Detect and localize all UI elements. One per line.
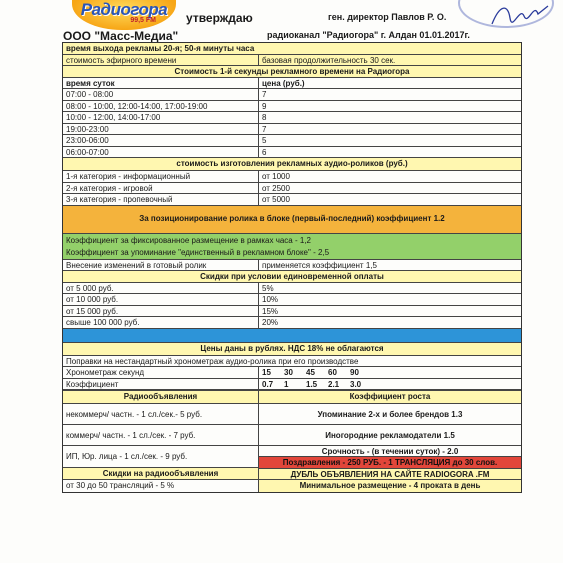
ads-title-row	[63, 391, 258, 404]
table-row	[63, 89, 521, 101]
growth-title-row	[259, 391, 521, 404]
station-info: радиоканал "Радиогора" г. Алдан 01.01.2017г.	[267, 30, 470, 40]
logo-text: Радиогора	[80, 0, 168, 19]
company-name: ООО "Масс-Медиа"	[63, 29, 179, 43]
position-row	[63, 206, 521, 234]
discounts-title: Скидки при условии единовременной оплаты	[200, 272, 384, 281]
coef-value: 1.5	[306, 379, 318, 389]
table-row	[63, 194, 521, 206]
ads-discount-row	[63, 480, 258, 492]
coef-row	[63, 379, 521, 391]
document-header	[0, 0, 563, 44]
coef-fixed: Коэффициент за фиксированное размещение в рамках часа - 1,2	[66, 235, 311, 245]
ads-column	[63, 391, 259, 492]
table-row	[63, 183, 521, 195]
time-slot: 07:00 - 08:00	[63, 89, 259, 100]
table-row	[63, 135, 521, 147]
ads-price: коммерч/ частн. - 1 сл./сек. - 7 руб.	[66, 431, 196, 440]
coef-value: 0.7	[262, 379, 274, 389]
discount-percent: 5%	[262, 283, 274, 293]
slot-price: 5	[262, 136, 267, 145]
time-slot: 08:00 - 10:00, 12:00-14:00, 17:00-19:00	[63, 101, 259, 112]
growth-row	[259, 404, 521, 425]
growth-item: Срочность - (в течении суток) - 2.0	[321, 447, 459, 456]
chrono-value: 30	[284, 368, 293, 377]
greetings-price: Поздравления - 250 РУБ. - 1 ТРАНСЛЯЦИЯ до 30 слов.	[282, 458, 498, 467]
airtime-header-row	[63, 78, 521, 90]
coef-single: Коэффициент за упоминание "единственный в рекламном блоке" - 2,5	[66, 247, 330, 257]
col-price: цена (руб.)	[262, 78, 305, 88]
chrono-value: 90	[350, 368, 359, 377]
coef-value: 1	[284, 379, 289, 389]
chrono-label: Хронометраж секунд	[63, 367, 259, 378]
vat-note: Цены даны в рублях. НДС 18% не облагаются	[200, 343, 384, 353]
category: 2-я категория - игровой	[63, 183, 259, 194]
growth-row	[259, 425, 521, 446]
discount-amount: от 15 000 руб.	[63, 306, 259, 317]
coef-value: 2.1	[328, 379, 340, 389]
production-title-row	[63, 158, 521, 171]
growth-item: Упоминание 2-х и более брендов 1.3	[317, 410, 463, 419]
production-title: стоимость изготовления рекламных аудио-роликов (руб.)	[176, 159, 408, 168]
changes-coefficient: применяется коэффициент 1,5	[262, 260, 377, 270]
table-row	[63, 306, 521, 318]
blue-divider	[63, 329, 521, 343]
approve-label: утверждаю	[186, 11, 253, 25]
time-slot: 19:00-23:00	[63, 124, 259, 135]
discount-percent: 20%	[262, 318, 279, 327]
table-row	[63, 112, 521, 124]
time-slot: 23:00-06:00	[63, 135, 259, 146]
ads-discount-title-row	[63, 468, 258, 480]
ads-discount: от 30 до 50 трансляций - 5 %	[66, 480, 175, 490]
duplicate-row	[259, 469, 521, 481]
release-time: время выхода рекламы 20-я; 50-я минуты часа	[66, 44, 255, 53]
position-coefficient: За позиционирование ролика в блоке (первый-последний) коэффициент 1.2	[139, 213, 445, 223]
changes-label: Внесение изменений в готовый ролик	[63, 260, 259, 271]
airtime-cost-label: стоимость эфирного времени	[63, 55, 259, 66]
nonstandard-row	[63, 356, 521, 368]
signature-image	[490, 0, 550, 30]
discount-amount: от 10 000 руб.	[63, 294, 259, 305]
ads-row	[63, 446, 258, 468]
ads-title: Радиообъявления	[123, 392, 198, 401]
nonstandard-note: Поправки на нестандартный хронометраж аудио-ролика при его производстве	[66, 356, 359, 366]
greetings-row	[259, 457, 521, 469]
airtime-title-row	[63, 66, 521, 78]
category-price: от 1000	[262, 172, 290, 181]
chrono-row	[63, 367, 521, 379]
chrono-value: 45	[306, 368, 315, 377]
table-row	[63, 283, 521, 295]
discount-percent: 15%	[262, 306, 279, 316]
slot-price: 7	[262, 90, 267, 99]
discount-amount: свыше 100 000 руб.	[63, 317, 259, 328]
cost-row	[63, 55, 521, 67]
time-slot: 06:00-07:00	[63, 147, 259, 158]
table-row	[63, 101, 521, 113]
category: 1-я категория - информационный	[63, 171, 259, 182]
chrono-value: 60	[328, 368, 337, 377]
release-time-row	[63, 43, 521, 55]
airtime-title: Стоимость 1-й секунды рекламного времени на Радиогора	[174, 67, 410, 76]
ads-discount-title: Скидки на радиообъявления	[102, 469, 219, 478]
base-duration: базовая продолжительность 30 сек.	[259, 55, 521, 66]
col-time-of-day: время суток	[63, 78, 259, 89]
vat-row	[63, 343, 521, 356]
table-row	[63, 294, 521, 306]
table-row	[63, 317, 521, 329]
coef-value: 3.0	[350, 379, 362, 389]
slot-price: 9	[262, 101, 267, 111]
coefficients-row	[63, 234, 521, 260]
director-name: ген. директор Павлов Р. О.	[328, 12, 447, 22]
ads-row	[63, 404, 258, 425]
minimum-row	[259, 480, 521, 492]
changes-row	[63, 260, 521, 272]
ads-price: некоммерч/ частн. - 1 сл./сек.- 5 руб.	[66, 410, 203, 419]
chrono-value: 15	[262, 368, 271, 377]
site-duplicate: ДУБЛЬ ОБЪЯВЛЕНИЯ НА САЙТЕ RADIOGORA .FM	[290, 469, 490, 479]
coef-label: Коэффициент	[63, 379, 259, 390]
ads-row	[63, 425, 258, 446]
discounts-title-row	[63, 271, 521, 283]
growth-item: Иногородние рекламодатели 1.5	[325, 431, 455, 440]
logo-frequency: 99,5 FM	[130, 17, 156, 24]
table-row	[63, 124, 521, 136]
category: 3-я категория - пропевочный	[63, 194, 259, 205]
growth-column	[259, 391, 521, 492]
minimum-placement: Минимальное размещение - 4 проката в день	[299, 481, 481, 490]
ads-price: ИП, Юр. лица - 1 сл./сек. - 9 руб.	[66, 452, 188, 461]
discount-amount: от 5 000 руб.	[63, 283, 259, 294]
price-list-table	[62, 42, 522, 493]
category-price: от 5000	[262, 195, 290, 204]
table-row	[63, 147, 521, 159]
slot-price: 6	[262, 147, 267, 157]
table-row	[63, 171, 521, 183]
growth-title: Коэффициент роста	[349, 392, 431, 401]
slot-price: 8	[262, 113, 267, 122]
discount-percent: 10%	[262, 295, 279, 304]
category-price: от 2500	[262, 183, 290, 193]
slot-price: 7	[262, 124, 267, 134]
growth-row	[259, 446, 521, 457]
radiogora-logo	[72, 0, 176, 30]
bottom-section	[63, 390, 521, 492]
time-slot: 10:00 - 12:00, 14:00-17:00	[63, 112, 259, 123]
